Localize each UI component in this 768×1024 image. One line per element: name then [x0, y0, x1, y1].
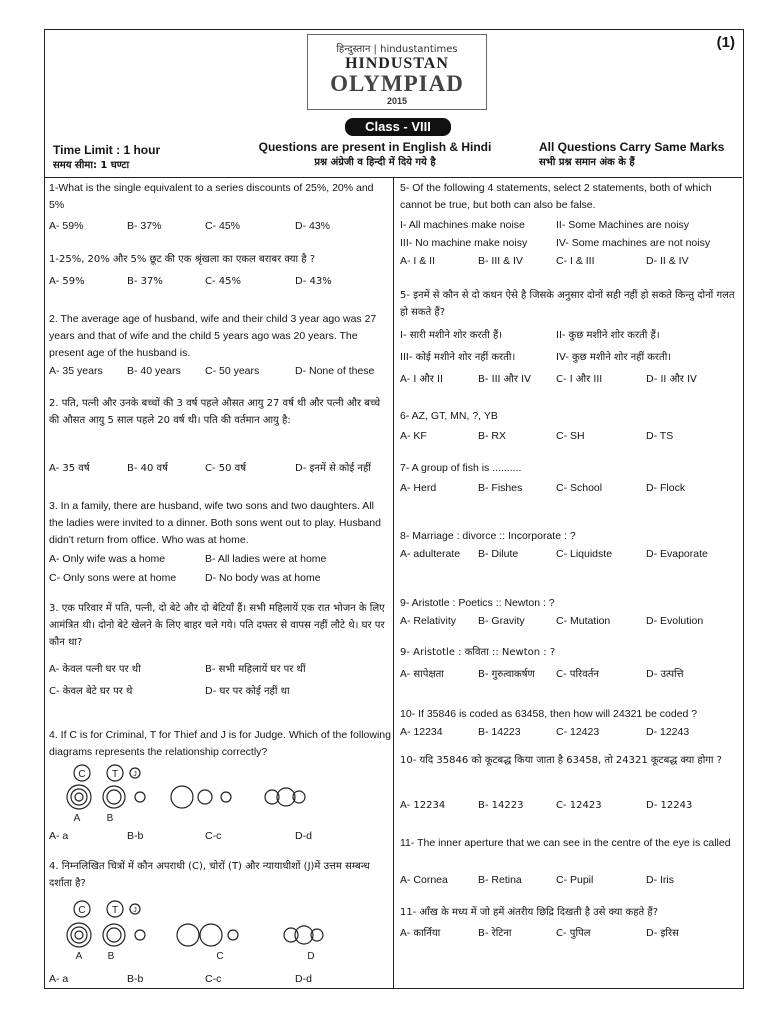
option-c: C- SH	[556, 430, 585, 442]
statement-4: IV- Some machines are not noisy	[556, 237, 711, 249]
option-c: C- 50 वर्ष	[205, 463, 247, 474]
logo-year: 2015	[386, 96, 408, 106]
option-d: D- 12243	[646, 800, 693, 811]
question-text: 10- यदि 35846 को कूटबद्ध किया जाता है 63458, तो 24321 कूटबद्ध क्या होगा ?	[400, 755, 722, 766]
question-text: 11- आँख के मध्य में जो हमें अंतरीय छिद्रि दिखती है उसे क्या कहते हैं?	[400, 907, 659, 918]
label-t: T	[111, 769, 119, 780]
page-number: (1)	[716, 34, 735, 51]
language-hi: प्रश्न अंग्रेजी व हिन्दी में दिये गये है	[314, 157, 436, 168]
marks-en: All Questions Carry Same Marks	[539, 140, 725, 154]
option-d: D- इरिस	[646, 928, 679, 939]
option-a: A- KF	[400, 430, 427, 442]
statement-1: I- सारी मशीने शोर करती हैं।	[400, 330, 503, 341]
option-a: A- 35 years	[49, 365, 103, 377]
question-6	[400, 408, 742, 425]
question-text: 7- A group of fish is ..........	[400, 462, 522, 474]
option-b: B- 37%	[127, 220, 162, 232]
option-b: B- 14223	[478, 800, 524, 811]
question-10-hindi	[400, 752, 742, 769]
option-c: C-c	[205, 973, 222, 985]
label-b: B	[106, 813, 114, 823]
option-a: A- सापेक्षता	[400, 669, 444, 680]
question-9	[400, 595, 742, 612]
option-d: D-d	[295, 830, 312, 842]
option-a: A- Cornea	[400, 874, 448, 886]
option-a: A- Only wife was a home	[49, 553, 166, 565]
option-c: C- Only sons were at home	[49, 572, 177, 584]
option-b: B-b	[127, 830, 144, 842]
label-c: C	[78, 769, 86, 780]
option-a: A- 12234	[400, 726, 443, 738]
statement-3: III- No machine make noisy	[400, 237, 528, 249]
option-d: D-d	[295, 973, 312, 985]
option-a: A- I और II	[400, 374, 443, 385]
question-text: 8- Marriage : divorce :: Incorporate : ?	[400, 530, 576, 542]
label-a: A	[75, 951, 83, 962]
question-7	[400, 460, 742, 477]
option-b: B- Dilute	[478, 548, 519, 560]
question-10	[400, 706, 742, 723]
option-d: D- Evaporate	[646, 548, 708, 560]
option-b: B- All ladies were at home	[205, 553, 327, 565]
option-d: D- उत्पत्ति	[646, 669, 684, 680]
option-c: C- Liquidste	[556, 548, 613, 560]
question-text: 6- AZ, GT, MN, ?, YB	[400, 410, 498, 422]
statement-2: II- कुछ मशीने शोर करती हैं।	[556, 330, 660, 341]
option-d: D- 43%	[295, 276, 332, 287]
statement-1: I- All machines make noise	[400, 219, 525, 231]
question-9-hindi	[400, 644, 742, 661]
option-b: B- 40 years	[127, 365, 181, 377]
option-b: B- 40 वर्ष	[127, 463, 168, 474]
question-3	[49, 498, 391, 549]
option-c: C-c	[205, 830, 222, 842]
question-text: 3. एक परिवार में पति, पत्नी, दो बेटे और दो बेटियाँ हैं। सभी महिलायें एक रात भोजन के लिए आमंत्रित थी। दोनो बेटे खेलने के लिए बाहर चले गये। पति दफ्तर से वापस नहीं लौटे थे। घर पर कौन था?	[49, 603, 385, 648]
question-5-hindi	[400, 287, 742, 321]
label-b: B	[107, 951, 115, 962]
question-text: 1-What is the single equivalent to a series discounts of 25%, 20% and 5%	[49, 182, 374, 211]
language-note	[245, 140, 505, 170]
question-8	[400, 528, 742, 545]
question-paper	[44, 29, 744, 989]
question-5	[400, 180, 742, 214]
option-b: B- RX	[478, 430, 507, 442]
question-11	[400, 835, 742, 852]
question-text: 9- Aristotle : कविता :: Newton : ?	[400, 647, 556, 658]
option-b: B- गुरुत्वाकर्षण	[478, 669, 535, 680]
label-j: J	[133, 771, 137, 778]
option-a: A- कार्निया	[400, 928, 441, 939]
statement-2: II- Some Machines are noisy	[556, 219, 690, 231]
question-text: 2. पति, पत्नी और उनके बच्चों की 3 वर्ष पहले औसत आयु 27 वर्ष थी और पत्नी और बच्चे की औसत आयु 5 साल पहले 20 वर्ष थी। पति की वर्तमान आयु है:	[49, 398, 381, 426]
option-a: A- a	[49, 973, 69, 985]
option-b: B- सभी महिलायें घर पर थीं	[205, 664, 306, 675]
option-c: C- 45%	[205, 220, 241, 232]
option-b: B- Retina	[478, 874, 522, 886]
olympiad-logo	[307, 34, 487, 110]
label-c: C	[78, 905, 86, 916]
option-a: A- 35 वर्ष	[49, 463, 90, 474]
option-b: B- Fishes	[478, 482, 523, 494]
option-b: B- 14223	[478, 726, 521, 738]
option-c: C- 12423	[556, 800, 602, 811]
marks-note	[539, 140, 724, 170]
option-c: C- Mutation	[556, 615, 611, 627]
question-11-hindi	[400, 904, 742, 921]
question-3-hindi	[49, 600, 391, 651]
option-c: C- परिवर्तन	[556, 669, 599, 680]
time-limit-hi: समय सीमा: 1 घण्टा	[53, 160, 130, 171]
option-a: A- केवल पत्नी घर पर थी	[49, 664, 141, 675]
label-c2: C	[216, 951, 224, 962]
option-c: C- 45%	[205, 276, 241, 287]
option-d: D- 12243	[646, 726, 690, 738]
option-a: A- Herd	[400, 482, 437, 494]
statement-4: IV- कुछ मशीने शोर नहीं करती।	[556, 352, 672, 363]
option-c: C- 12423	[556, 726, 600, 738]
option-d: D- इनमें से कोई नहीं	[295, 463, 371, 474]
question-4-hindi	[49, 858, 391, 892]
time-limit	[53, 143, 160, 173]
option-c: C- I और III	[556, 374, 603, 385]
option-d: D- घर पर कोई नहीं था	[205, 686, 290, 697]
label-j: J	[133, 907, 137, 914]
label-t: T	[111, 905, 119, 916]
option-a: A- Relativity	[400, 615, 457, 627]
option-b: B- III और IV	[478, 374, 531, 385]
option-a: A- 59%	[49, 276, 85, 287]
option-c: C- I & III	[556, 255, 595, 267]
venn-diagrams-2	[65, 899, 345, 963]
question-1	[49, 180, 391, 214]
question-text: 5- इनमें से कौन से दो कथन ऐसे है जिसके अनुसार दोनों सही नहीं हो सकते किन्तु दोनों गलत हो सकते हैं?	[400, 290, 735, 318]
option-d: D- Evolution	[646, 615, 704, 627]
marks-hi: सभी प्रश्न समान अंक के हैं	[539, 157, 635, 168]
option-b: B-b	[127, 973, 144, 985]
question-text: 2. The average age of husband, wife and their child 3 year ago was 27 years and that of wife and the child 5 years ago was 20 years. The present age of the husband is.	[49, 313, 377, 359]
logo-name: HINDUSTAN	[345, 55, 449, 72]
option-c: C- Pupil	[556, 874, 594, 886]
venn-diagrams-1	[65, 763, 345, 823]
option-d: D- TS	[646, 430, 674, 442]
question-text: 4. निम्नलिखित चित्रों में कौन अपराधी (C), चोरों (T) और न्यायाधीशों (J)में उत्तम सम्बन्ध दर्शाता है?	[49, 861, 370, 889]
option-c: C- पुपिल	[556, 928, 591, 939]
option-d: D- Flock	[646, 482, 686, 494]
language-en: Questions are present in English & Hindi	[258, 140, 492, 154]
option-c: C- School	[556, 482, 603, 494]
logo-product: OLYMPIAD	[330, 71, 464, 96]
question-1-hindi	[49, 251, 391, 268]
question-text: 9- Aristotle : Poetics :: Newton : ?	[400, 597, 555, 609]
option-b: B- रेटिना	[478, 928, 512, 939]
class-badge: Class - VIII	[345, 118, 451, 136]
option-a: A- 12234	[400, 800, 446, 811]
option-b: B- Gravity	[478, 615, 525, 627]
question-text: 10- If 35846 is coded as 63458, then how will 24321 be coded ?	[400, 708, 698, 720]
column-divider	[393, 177, 394, 989]
option-b: B- 37%	[127, 276, 163, 287]
question-text: 1-25%, 20% और 5% छूट की एक श्रृंखला का एकल बराबर क्या है ?	[49, 254, 316, 265]
question-2	[49, 311, 391, 362]
option-d: D- II & IV	[646, 255, 689, 267]
option-a: A- I & II	[400, 255, 436, 267]
question-text: 5- Of the following 4 statements, select 2 statements, both of which cannot be true, but both can also be false.	[400, 182, 712, 211]
statement-3: III- कोई मशीने शोर नहीं करती।	[400, 352, 516, 363]
question-4	[49, 727, 391, 761]
option-d: D- Iris	[646, 874, 674, 886]
option-d: D- No body was at home	[205, 572, 321, 584]
option-a: A- 59%	[49, 220, 84, 232]
option-b: B- III & IV	[478, 255, 523, 267]
option-c: C- 50 years	[205, 365, 260, 377]
question-text: 3. In a family, there are husband, wife two sons and two daughters. All the ladies were invited to a dinner. Both sons went out to play. Husband didn't return from office. Who was at home.	[49, 500, 381, 546]
time-limit-en: Time Limit : 1 hour	[53, 143, 161, 157]
question-text: 4. If C is for Criminal, T for Thief and J is for Judge. Which of the following diagrams represents the relationship correctly?	[49, 729, 391, 758]
option-a: A- a	[49, 830, 69, 842]
logo-publisher: हिन्दुस्तान | hindustantimes	[336, 44, 458, 55]
option-d: D- II और IV	[646, 374, 697, 385]
label-d: D	[307, 951, 315, 962]
option-d: D- 43%	[295, 220, 331, 232]
option-c: C- केवल बेटे घर पर थे	[49, 686, 133, 697]
label-a: A	[73, 813, 81, 823]
question-text: 11- The inner aperture that we can see in the centre of the eye is called	[400, 837, 731, 849]
option-a: A- adulterate	[400, 548, 461, 560]
option-d: D- None of these	[295, 365, 375, 377]
question-2-hindi	[49, 395, 391, 429]
